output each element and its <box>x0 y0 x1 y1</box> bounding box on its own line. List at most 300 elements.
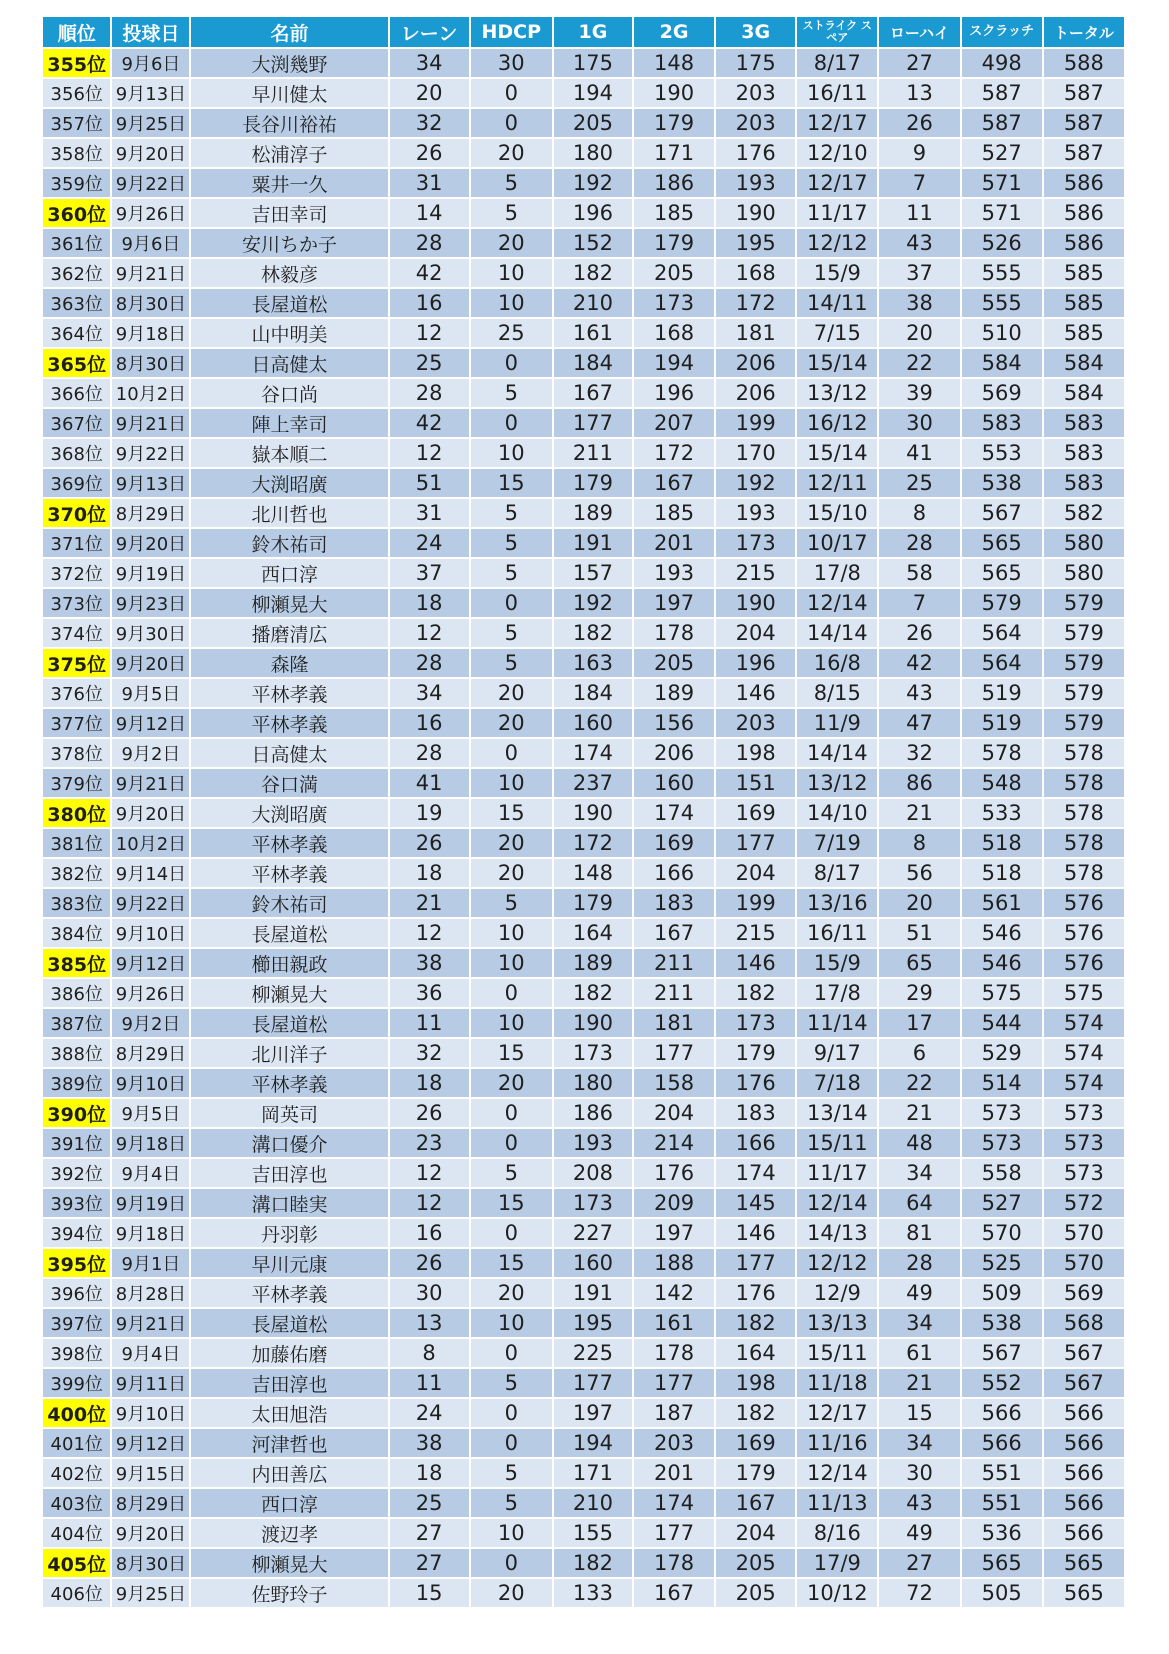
name-cell: 丹羽彰 <box>190 1218 388 1248</box>
rank-cell: 392位 <box>43 1158 111 1188</box>
strike-spare-cell: 11/17 <box>796 198 878 228</box>
lane-cell: 16 <box>389 1218 470 1248</box>
table-row <box>43 528 1125 558</box>
date-cell: 9月20日 <box>111 1518 190 1548</box>
rank-cell: 381位 <box>43 828 111 858</box>
table-row <box>43 558 1125 588</box>
game3-cell: 182 <box>715 1398 796 1428</box>
date-cell: 9月5日 <box>111 1098 190 1128</box>
game1-cell: 148 <box>553 858 633 888</box>
table-row <box>43 468 1125 498</box>
table-row <box>43 978 1125 1008</box>
low-high-cell: 41 <box>878 438 960 468</box>
name-cell: 岡英司 <box>190 1098 388 1128</box>
game2-cell: 190 <box>633 78 715 108</box>
low-high-cell: 51 <box>878 918 960 948</box>
game2-cell: 201 <box>633 528 715 558</box>
strike-spare-cell: 8/17 <box>796 48 878 78</box>
lane-cell: 38 <box>389 1428 470 1458</box>
hdcp-cell: 5 <box>470 618 553 648</box>
name-cell: 長谷川裕祐 <box>190 108 388 138</box>
name-cell: 柳瀬晃大 <box>190 1548 388 1578</box>
hdcp-cell: 10 <box>470 1518 553 1548</box>
date-cell: 10月2日 <box>111 828 190 858</box>
header-lane: レーン <box>389 17 470 48</box>
game3-cell: 177 <box>715 1248 796 1278</box>
game2-cell: 189 <box>633 678 715 708</box>
game3-cell: 205 <box>715 1548 796 1578</box>
game2-cell: 211 <box>633 948 715 978</box>
total-cell: 566 <box>1043 1518 1125 1548</box>
low-high-cell: 13 <box>878 78 960 108</box>
hdcp-cell: 0 <box>470 348 553 378</box>
table-body <box>43 48 1125 1608</box>
low-high-cell: 8 <box>878 828 960 858</box>
table-row <box>43 1368 1125 1398</box>
strike-spare-cell: 13/12 <box>796 768 878 798</box>
date-cell: 9月12日 <box>111 708 190 738</box>
table-row <box>43 648 1125 678</box>
game1-cell: 205 <box>553 108 633 138</box>
strike-spare-cell: 15/11 <box>796 1128 878 1158</box>
lane-cell: 28 <box>389 228 470 258</box>
hdcp-cell: 20 <box>470 1068 553 1098</box>
table-row <box>43 1548 1125 1578</box>
low-high-cell: 11 <box>878 198 960 228</box>
game2-cell: 148 <box>633 48 715 78</box>
lane-cell: 51 <box>389 468 470 498</box>
strike-spare-cell: 12/17 <box>796 108 878 138</box>
name-cell: 櫛田親政 <box>190 948 388 978</box>
low-high-cell: 7 <box>878 168 960 198</box>
low-high-cell: 72 <box>878 1578 960 1608</box>
date-cell: 9月13日 <box>111 468 190 498</box>
low-high-cell: 34 <box>878 1428 960 1458</box>
scratch-cell: 564 <box>961 648 1043 678</box>
total-cell: 587 <box>1043 108 1125 138</box>
game2-cell: 186 <box>633 168 715 198</box>
scratch-cell: 551 <box>961 1458 1043 1488</box>
game3-cell: 196 <box>715 648 796 678</box>
hdcp-cell: 0 <box>470 1548 553 1578</box>
name-cell: 鈴木祐司 <box>190 888 388 918</box>
hdcp-cell: 0 <box>470 78 553 108</box>
low-high-cell: 43 <box>878 678 960 708</box>
name-cell: 吉田幸司 <box>190 198 388 228</box>
scratch-cell: 573 <box>961 1098 1043 1128</box>
game1-cell: 152 <box>553 228 633 258</box>
scratch-cell: 509 <box>961 1278 1043 1308</box>
low-high-cell: 38 <box>878 288 960 318</box>
low-high-cell: 64 <box>878 1188 960 1218</box>
scratch-cell: 546 <box>961 948 1043 978</box>
rank-cell: 380位 <box>43 798 111 828</box>
rank-cell: 397位 <box>43 1308 111 1338</box>
total-cell: 573 <box>1043 1128 1125 1158</box>
low-high-cell: 39 <box>878 378 960 408</box>
scratch-cell: 566 <box>961 1428 1043 1458</box>
table-row <box>43 1488 1125 1518</box>
strike-spare-cell: 12/12 <box>796 1248 878 1278</box>
low-high-cell: 30 <box>878 1458 960 1488</box>
lane-cell: 27 <box>389 1548 470 1578</box>
game3-cell: 179 <box>715 1458 796 1488</box>
name-cell: 太田旭浩 <box>190 1398 388 1428</box>
low-high-cell: 86 <box>878 768 960 798</box>
total-cell: 572 <box>1043 1188 1125 1218</box>
name-cell: 北川洋子 <box>190 1038 388 1068</box>
hdcp-cell: 5 <box>470 648 553 678</box>
scratch-cell: 505 <box>961 1578 1043 1608</box>
scratch-cell: 571 <box>961 168 1043 198</box>
table-row <box>43 948 1125 978</box>
hdcp-cell: 0 <box>470 738 553 768</box>
strike-spare-cell: 14/10 <box>796 798 878 828</box>
name-cell: 柳瀬晃大 <box>190 978 388 1008</box>
hdcp-cell: 15 <box>470 1248 553 1278</box>
game3-cell: 145 <box>715 1188 796 1218</box>
rank-cell: 384位 <box>43 918 111 948</box>
rank-cell: 383位 <box>43 888 111 918</box>
date-cell: 9月18日 <box>111 318 190 348</box>
low-high-cell: 61 <box>878 1338 960 1368</box>
game2-cell: 168 <box>633 318 715 348</box>
game1-cell: 194 <box>553 1428 633 1458</box>
strike-spare-cell: 17/8 <box>796 558 878 588</box>
hdcp-cell: 20 <box>470 708 553 738</box>
game1-cell: 186 <box>553 1098 633 1128</box>
total-cell: 586 <box>1043 168 1125 198</box>
scratch-cell: 518 <box>961 858 1043 888</box>
hdcp-cell: 0 <box>470 408 553 438</box>
name-cell: 播磨清広 <box>190 618 388 648</box>
scratch-cell: 548 <box>961 768 1043 798</box>
total-cell: 586 <box>1043 228 1125 258</box>
date-cell: 9月20日 <box>111 648 190 678</box>
date-cell: 8月29日 <box>111 1488 190 1518</box>
game1-cell: 225 <box>553 1338 633 1368</box>
lane-cell: 23 <box>389 1128 470 1158</box>
strike-spare-cell: 9/17 <box>796 1038 878 1068</box>
strike-spare-cell: 14/13 <box>796 1218 878 1248</box>
hdcp-cell: 20 <box>470 858 553 888</box>
total-cell: 574 <box>1043 1038 1125 1068</box>
table-row <box>43 1248 1125 1278</box>
low-high-cell: 25 <box>878 468 960 498</box>
table-row <box>43 438 1125 468</box>
strike-spare-cell: 15/9 <box>796 258 878 288</box>
game3-cell: 169 <box>715 798 796 828</box>
game1-cell: 164 <box>553 918 633 948</box>
header-hdcp: HDCP <box>470 17 553 48</box>
hdcp-cell: 20 <box>470 138 553 168</box>
hdcp-cell: 15 <box>470 798 553 828</box>
game1-cell: 189 <box>553 948 633 978</box>
game1-cell: 184 <box>553 348 633 378</box>
lane-cell: 28 <box>389 378 470 408</box>
scratch-cell: 579 <box>961 588 1043 618</box>
name-cell: 長屋道松 <box>190 288 388 318</box>
rank-cell: 374位 <box>43 618 111 648</box>
date-cell: 9月1日 <box>111 1248 190 1278</box>
game2-cell: 185 <box>633 198 715 228</box>
total-cell: 583 <box>1043 408 1125 438</box>
table-row <box>43 1038 1125 1068</box>
strike-spare-cell: 13/16 <box>796 888 878 918</box>
strike-spare-cell: 12/9 <box>796 1278 878 1308</box>
scratch-cell: 498 <box>961 48 1043 78</box>
lane-cell: 11 <box>389 1008 470 1038</box>
game3-cell: 193 <box>715 168 796 198</box>
name-cell: 佐野玲子 <box>190 1578 388 1608</box>
date-cell: 8月30日 <box>111 348 190 378</box>
strike-spare-cell: 16/11 <box>796 918 878 948</box>
game1-cell: 192 <box>553 588 633 618</box>
scratch-cell: 552 <box>961 1368 1043 1398</box>
rank-cell: 389位 <box>43 1068 111 1098</box>
scratch-cell: 564 <box>961 618 1043 648</box>
rank-cell: 396位 <box>43 1278 111 1308</box>
rank-cell: 356位 <box>43 78 111 108</box>
name-cell: 加藤佑磨 <box>190 1338 388 1368</box>
game1-cell: 167 <box>553 378 633 408</box>
date-cell: 9月2日 <box>111 738 190 768</box>
game2-cell: 211 <box>633 978 715 1008</box>
total-cell: 584 <box>1043 378 1125 408</box>
game1-cell: 197 <box>553 1398 633 1428</box>
game2-cell: 142 <box>633 1278 715 1308</box>
total-cell: 576 <box>1043 888 1125 918</box>
rank-cell: 355位 <box>43 48 111 78</box>
game1-cell: 208 <box>553 1158 633 1188</box>
strike-spare-cell: 12/11 <box>796 468 878 498</box>
low-high-cell: 29 <box>878 978 960 1008</box>
game3-cell: 164 <box>715 1338 796 1368</box>
total-cell: 583 <box>1043 468 1125 498</box>
low-high-cell: 49 <box>878 1278 960 1308</box>
hdcp-cell: 20 <box>470 1578 553 1608</box>
date-cell: 9月26日 <box>111 978 190 1008</box>
game2-cell: 174 <box>633 798 715 828</box>
strike-spare-cell: 8/15 <box>796 678 878 708</box>
strike-spare-cell: 14/11 <box>796 288 878 318</box>
game1-cell: 190 <box>553 798 633 828</box>
game2-cell: 167 <box>633 918 715 948</box>
table-row <box>43 888 1125 918</box>
game2-cell: 183 <box>633 888 715 918</box>
game3-cell: 198 <box>715 1368 796 1398</box>
lane-cell: 12 <box>389 438 470 468</box>
scratch-cell: 565 <box>961 558 1043 588</box>
scratch-cell: 529 <box>961 1038 1043 1068</box>
total-cell: 579 <box>1043 708 1125 738</box>
lane-cell: 36 <box>389 978 470 1008</box>
game1-cell: 173 <box>553 1038 633 1068</box>
low-high-cell: 32 <box>878 738 960 768</box>
rank-cell: 370位 <box>43 498 111 528</box>
table-row <box>43 588 1125 618</box>
rank-cell: 393位 <box>43 1188 111 1218</box>
game3-cell: 205 <box>715 1578 796 1608</box>
total-cell: 579 <box>1043 588 1125 618</box>
game3-cell: 182 <box>715 978 796 1008</box>
table-row <box>43 108 1125 138</box>
table-row <box>43 768 1125 798</box>
table-row <box>43 1068 1125 1098</box>
name-cell: 林毅彦 <box>190 258 388 288</box>
game3-cell: 199 <box>715 408 796 438</box>
strike-spare-cell: 10/17 <box>796 528 878 558</box>
table-row <box>43 1008 1125 1038</box>
name-cell: 西口淳 <box>190 1488 388 1518</box>
name-cell: 嶽本順二 <box>190 438 388 468</box>
total-cell: 566 <box>1043 1428 1125 1458</box>
hdcp-cell: 0 <box>470 1338 553 1368</box>
lane-cell: 26 <box>389 138 470 168</box>
game2-cell: 203 <box>633 1428 715 1458</box>
game3-cell: 175 <box>715 48 796 78</box>
game2-cell: 207 <box>633 408 715 438</box>
lane-cell: 42 <box>389 258 470 288</box>
table-row <box>43 1308 1125 1338</box>
hdcp-cell: 10 <box>470 1308 553 1338</box>
low-high-cell: 48 <box>878 1128 960 1158</box>
lane-cell: 34 <box>389 678 470 708</box>
game1-cell: 180 <box>553 138 633 168</box>
hdcp-cell: 0 <box>470 1098 553 1128</box>
strike-spare-cell: 7/15 <box>796 318 878 348</box>
total-cell: 566 <box>1043 1398 1125 1428</box>
game3-cell: 176 <box>715 1278 796 1308</box>
game3-cell: 183 <box>715 1098 796 1128</box>
rank-cell: 361位 <box>43 228 111 258</box>
table-row <box>43 1098 1125 1128</box>
lane-cell: 18 <box>389 1458 470 1488</box>
hdcp-cell: 5 <box>470 888 553 918</box>
low-high-cell: 34 <box>878 1158 960 1188</box>
total-cell: 585 <box>1043 318 1125 348</box>
total-cell: 570 <box>1043 1248 1125 1278</box>
hdcp-cell: 0 <box>470 1218 553 1248</box>
game3-cell: 198 <box>715 738 796 768</box>
strike-spare-cell: 11/9 <box>796 708 878 738</box>
date-cell: 9月22日 <box>111 888 190 918</box>
game3-cell: 170 <box>715 438 796 468</box>
name-cell: 長屋道松 <box>190 1008 388 1038</box>
low-high-cell: 56 <box>878 858 960 888</box>
table-row <box>43 378 1125 408</box>
name-cell: 粟井一久 <box>190 168 388 198</box>
game2-cell: 178 <box>633 618 715 648</box>
game1-cell: 182 <box>553 978 633 1008</box>
header-game2: 2G <box>633 17 715 48</box>
date-cell: 9月22日 <box>111 168 190 198</box>
strike-spare-cell: 15/10 <box>796 498 878 528</box>
game1-cell: 195 <box>553 1308 633 1338</box>
lane-cell: 12 <box>389 1188 470 1218</box>
scratch-cell: 526 <box>961 228 1043 258</box>
lane-cell: 38 <box>389 948 470 978</box>
table-row <box>43 1218 1125 1248</box>
date-cell: 9月10日 <box>111 1398 190 1428</box>
game3-cell: 190 <box>715 588 796 618</box>
game1-cell: 184 <box>553 678 633 708</box>
name-cell: 内田善広 <box>190 1458 388 1488</box>
game3-cell: 203 <box>715 708 796 738</box>
scratch-cell: 575 <box>961 978 1043 1008</box>
name-cell: 溝口睦実 <box>190 1188 388 1218</box>
lane-cell: 12 <box>389 918 470 948</box>
scratch-cell: 544 <box>961 1008 1043 1038</box>
low-high-cell: 26 <box>878 108 960 138</box>
hdcp-cell: 30 <box>470 48 553 78</box>
lane-cell: 13 <box>389 1308 470 1338</box>
scratch-cell: 583 <box>961 408 1043 438</box>
date-cell: 9月21日 <box>111 408 190 438</box>
scratch-cell: 546 <box>961 918 1043 948</box>
game3-cell: 190 <box>715 198 796 228</box>
table-row <box>43 258 1125 288</box>
game1-cell: 163 <box>553 648 633 678</box>
game2-cell: 161 <box>633 1308 715 1338</box>
game2-cell: 187 <box>633 1398 715 1428</box>
hdcp-cell: 10 <box>470 768 553 798</box>
name-cell: 日高健太 <box>190 348 388 378</box>
game3-cell: 167 <box>715 1488 796 1518</box>
date-cell: 9月30日 <box>111 618 190 648</box>
hdcp-cell: 0 <box>470 1398 553 1428</box>
game3-cell: 182 <box>715 1308 796 1338</box>
scratch-cell: 567 <box>961 1338 1043 1368</box>
rank-cell: 399位 <box>43 1368 111 1398</box>
table-row <box>43 1338 1125 1368</box>
rank-cell: 391位 <box>43 1128 111 1158</box>
game3-cell: 181 <box>715 318 796 348</box>
hdcp-cell: 0 <box>470 588 553 618</box>
scratch-cell: 536 <box>961 1518 1043 1548</box>
game2-cell: 156 <box>633 708 715 738</box>
total-cell: 582 <box>1043 498 1125 528</box>
hdcp-cell: 15 <box>470 1188 553 1218</box>
total-cell: 579 <box>1043 618 1125 648</box>
total-cell: 576 <box>1043 948 1125 978</box>
date-cell: 9月13日 <box>111 78 190 108</box>
game3-cell: 204 <box>715 858 796 888</box>
strike-spare-cell: 11/13 <box>796 1488 878 1518</box>
total-cell: 574 <box>1043 1068 1125 1098</box>
game2-cell: 178 <box>633 1548 715 1578</box>
scratch-cell: 514 <box>961 1068 1043 1098</box>
name-cell: 松浦淳子 <box>190 138 388 168</box>
game2-cell: 181 <box>633 1008 715 1038</box>
game2-cell: 204 <box>633 1098 715 1128</box>
game3-cell: 193 <box>715 498 796 528</box>
rank-cell: 363位 <box>43 288 111 318</box>
lane-cell: 24 <box>389 1398 470 1428</box>
hdcp-cell: 0 <box>470 1428 553 1458</box>
lane-cell: 28 <box>389 738 470 768</box>
scratch-cell: 538 <box>961 468 1043 498</box>
rank-cell: 365位 <box>43 348 111 378</box>
date-cell: 9月18日 <box>111 1128 190 1158</box>
game1-cell: 173 <box>553 1188 633 1218</box>
total-cell: 567 <box>1043 1338 1125 1368</box>
date-cell: 9月6日 <box>111 48 190 78</box>
total-cell: 585 <box>1043 258 1125 288</box>
scratch-cell: 570 <box>961 1218 1043 1248</box>
lane-cell: 19 <box>389 798 470 828</box>
name-cell: 西口淳 <box>190 558 388 588</box>
